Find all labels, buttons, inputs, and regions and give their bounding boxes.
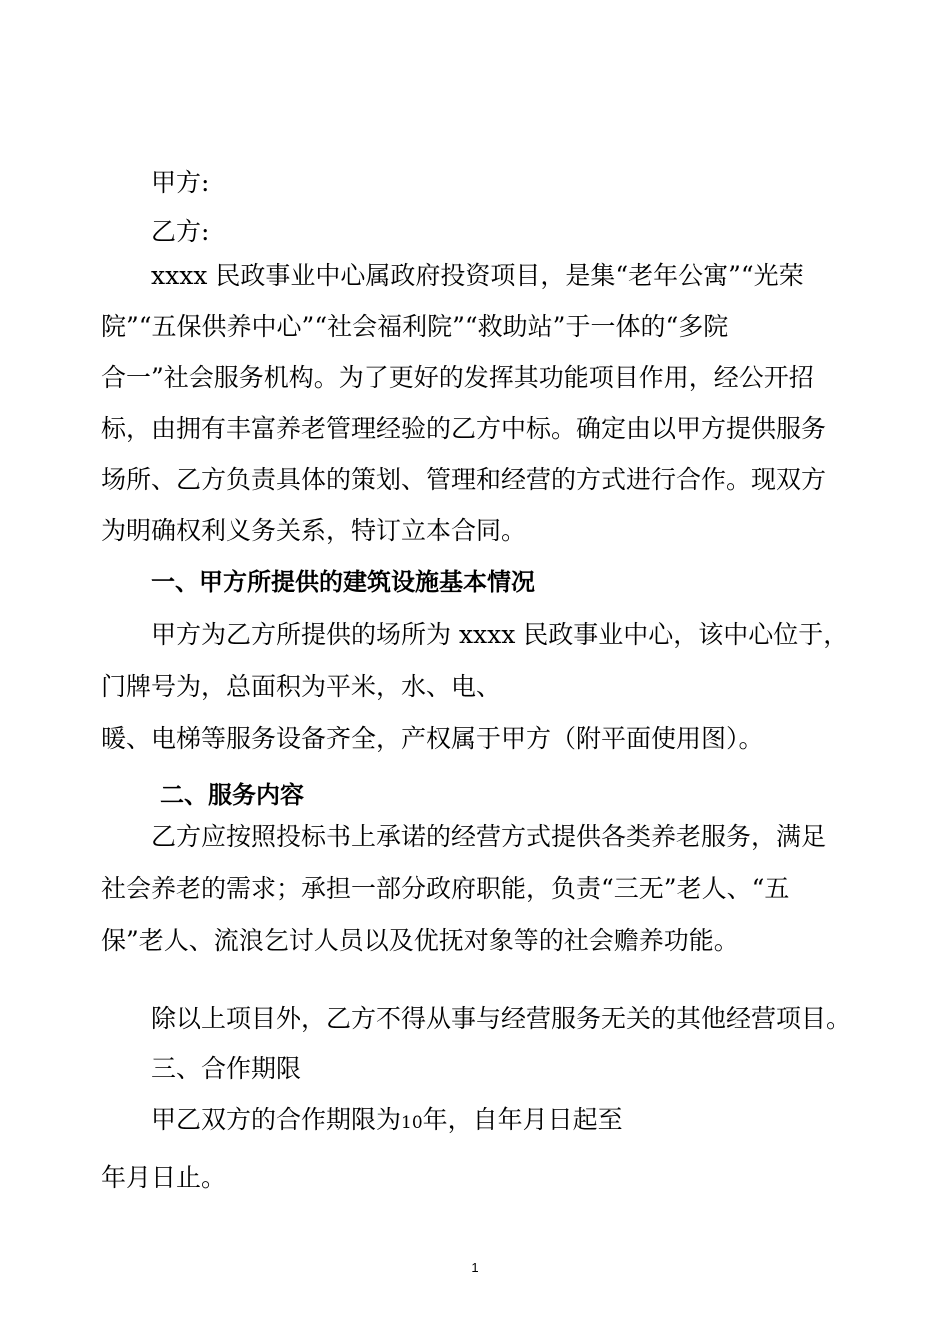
- section-1-heading: 一、甲方所提供的建筑设施基本情况: [151, 568, 535, 596]
- intro-line-6: 为明确权利义务关系，特订立本合同。: [101, 516, 527, 545]
- page-number: 1: [471, 1260, 479, 1275]
- section-3-line-2: 年月日止。: [101, 1163, 227, 1192]
- section-2-heading: 二、服务内容: [160, 781, 304, 809]
- intro-line-4: 标，由拥有丰富养老管理经验的乙方中标。确定由以甲方提供服务: [101, 414, 827, 443]
- section-3-line-1: [151, 1104, 623, 1139]
- section-2-extra: 除以上项目外，乙方不得从事与经营服务无关的其他经营项目。: [151, 1004, 852, 1033]
- section-2-line-2: 社会养老的需求；承担一部分政府职能，负责“三无”老人、“五: [101, 874, 790, 903]
- section-1-line-3: 暖、电梯等服务设备齐全，产权属于甲方（附平面使用图）。: [101, 724, 764, 753]
- party-b-label: 乙方:: [151, 217, 210, 246]
- intro-line-2: 院”“五保供养中心”“社会福利院”“救助站”于一体的“多院: [101, 312, 729, 341]
- intro-line-3: 合一”社会服务机构。为了更好的发挥其功能项目作用，经公开招: [101, 363, 814, 392]
- section-1-line-2: 门牌号为，总面积为平米，水、电、: [101, 672, 502, 701]
- section-3-heading: 三、合作期限: [151, 1054, 302, 1083]
- section-2-line-3: 保”老人、流浪乞讨人员以及优抚对象等的社会赡养功能。: [101, 926, 739, 955]
- section-3-line-1-a: 甲乙双方的合作期限为: [151, 1105, 402, 1134]
- intro-line-5: 场所、乙方负责具体的策划、管理和经营的方式进行合作。现双方: [101, 465, 827, 494]
- section-2-line-1: 乙方应按照投标书上承诺的经营方式提供各类养老服务，满足: [151, 822, 827, 851]
- party-a-label: 甲方:: [151, 168, 210, 197]
- section-1-line-1: 甲方为乙方所提供的场所为 xxxx 民政事业中心，该中心位于，: [151, 620, 849, 649]
- section-3-line-1-b: 年，自年月日起至: [422, 1105, 623, 1134]
- section-3-years: 10: [401, 1113, 423, 1133]
- intro-line-1: xxxx 民政事业中心属政府投资项目，是集“老年公寓”“光荣: [151, 261, 804, 290]
